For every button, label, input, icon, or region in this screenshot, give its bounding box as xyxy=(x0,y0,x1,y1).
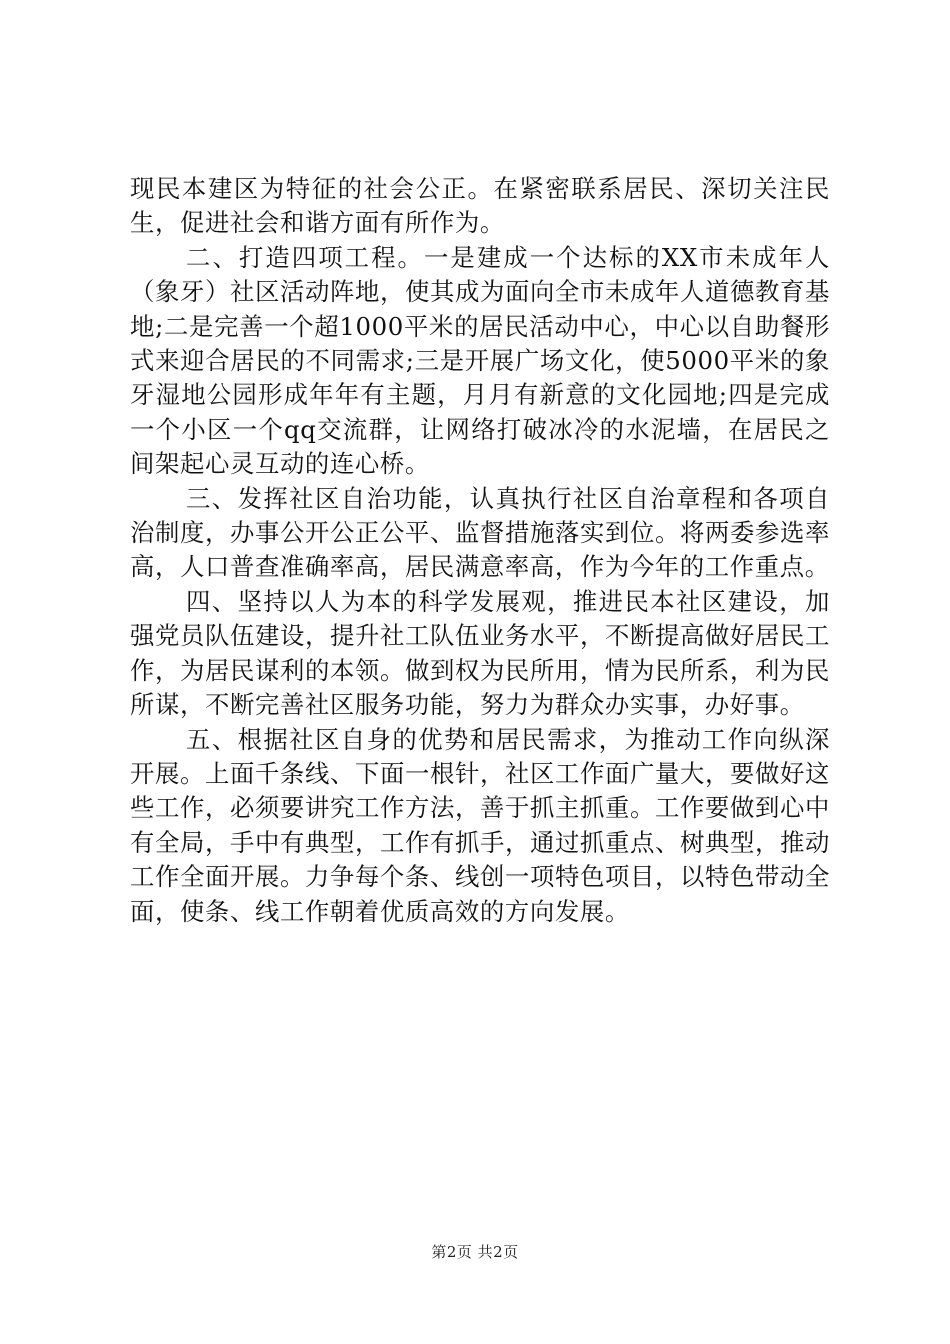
page-number-footer: 第2页 共2页 xyxy=(431,1243,519,1261)
paragraph-section-3: 三、发挥社区自治功能，认真执行社区自治章程和各项自治制度，办事公开公正公平、监督措施落实到位。将两委参选率高，人口普查准确率高，居民满意率高，作为今年的工作重点。 xyxy=(130,483,830,582)
paragraph-section-5: 五、根据社区自身的优势和居民需求，为推动工作向纵深开展。上面千条线、下面一根针，社区工作面广量大，要做好这些工作，必须要讲究工作方法，善于抓主抓重。工作要做到心中有全局，手中有典型，工作有抓手，通过抓重点、树典型，推动工作全面开展。力争每个条、线创一项特色项目，以特色带动全面，使条、线工作朝着优质高效的方向发展。 xyxy=(130,724,830,926)
paragraph-continuation: 现民本建区为特征的社会公正。在紧密联系居民、深切关注民生，促进社会和谐方面有所作为。 xyxy=(130,174,830,238)
paragraph-section-2: 二、打造四项工程。一是建成一个达标的XX市未成年人（象牙）社区活动阵地，使其成为面向全市未成年人道德教育基地;二是完善一个超1000平米的居民活动中心，中心以自助餐形式来迎合居民的不同需求;三是开展广场文化，使5000平米的象牙湿地公园形成年年有主题，月月有新意的文化园地;四是完成一个小区一个qq交流群，让网络打破冰冷的水泥墙，在居民之间架起心灵互动的连心桥。 xyxy=(130,242,830,479)
paragraph-section-4: 四、坚持以人为本的科学发展观，推进民本社区建设，加强党员队伍建设，提升社工队伍业务水平，不断提高做好居民工作，为居民谋利的本领。做到权为民所用，情为民所系，利为民所谋，不断完善社区服务功能，努力为群众办实事，办好事。 xyxy=(130,586,830,720)
document-body xyxy=(130,172,830,929)
